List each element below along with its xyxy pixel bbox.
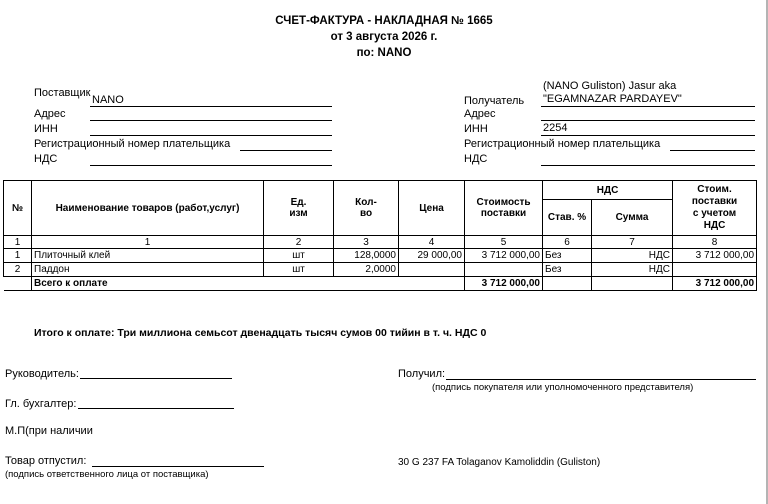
row-cost: 3 712 000,00	[465, 249, 543, 263]
stamp-label: М.П(при наличии	[5, 425, 93, 437]
supplier-inn-label: ИНН	[34, 123, 58, 135]
col-number: 6	[543, 236, 592, 249]
row-name: Плиточный клей	[32, 249, 264, 263]
row-total: 3 712 000,00	[673, 249, 757, 263]
director-label: Руководитель:	[5, 368, 79, 380]
table-row	[4, 249, 757, 263]
supplier-reg-label: Регистрационный номер плательщика	[34, 138, 231, 150]
receiver-inn-value: 2254	[543, 122, 568, 134]
col-name-header: Наименование товаров (работ,услуг)	[32, 181, 264, 236]
total-blank	[543, 277, 592, 291]
col-rate-header: Став. %	[543, 200, 592, 236]
invoice-date: от 3 августа 2026 г.	[330, 31, 438, 43]
row-num: 2	[4, 263, 32, 277]
row-cost	[465, 263, 543, 277]
receiver-address-line	[541, 120, 755, 121]
receiver-inn-line	[541, 135, 755, 136]
row-qty: 128,0000	[334, 249, 399, 263]
receiver-label: Получатель	[464, 95, 525, 107]
col-number: 7	[592, 236, 673, 249]
supplier-value: NANO	[92, 94, 124, 106]
invoice-basis: по: NANO	[356, 47, 412, 59]
row-name: Паддон	[32, 263, 264, 277]
invoice-title: СЧЕТ-ФАКТУРА - НАКЛАДНАЯ № 1665	[275, 15, 493, 27]
received-label: Получил:	[398, 368, 446, 380]
released-label: Товар отпустил:	[5, 455, 87, 467]
col-number: 2	[264, 236, 334, 249]
total-cost: 3 712 000,00	[465, 277, 543, 291]
received-note: (подпись покупателя или уполномоченного представителя)	[432, 382, 694, 393]
supplier-inn-line	[90, 135, 332, 136]
supplier-nds-label: НДС	[34, 153, 58, 165]
total-label: Всего к оплате	[32, 277, 465, 291]
row-price: 29 000,00	[399, 249, 465, 263]
col-unit-header: Ед. изм	[264, 181, 334, 236]
row-qty: 2,0000	[334, 263, 399, 277]
row-total	[673, 263, 757, 277]
table-header-row	[4, 181, 757, 200]
accountant-signature-line	[78, 408, 234, 409]
vehicle-driver: 30 G 237 FA Tolaganov Kamoliddin (Guliston)	[398, 457, 601, 468]
supplier-nds-line	[90, 165, 332, 166]
received-signature-line	[446, 379, 756, 380]
total-blank	[4, 277, 32, 291]
receiver-nds-label: НДС	[464, 153, 488, 165]
column-number-row	[4, 236, 757, 249]
supplier-underline	[90, 106, 332, 107]
col-number: 5	[465, 236, 543, 249]
col-nds-header: НДС	[543, 181, 673, 200]
col-number: 1	[32, 236, 264, 249]
total-blank	[592, 277, 673, 291]
row-unit: шт	[264, 249, 334, 263]
supplier-address-label: Адрес	[34, 108, 66, 120]
col-number: 4	[399, 236, 465, 249]
col-number: 1	[4, 236, 32, 249]
receiver-underline	[541, 106, 755, 107]
receiver-address-label: Адрес	[464, 108, 496, 120]
receiver-name-line1: (NANO Guliston) Jasur aka	[543, 80, 677, 92]
col-cost-header: Стоимость поставки	[465, 181, 543, 236]
accountant-label: Гл. бухгалтер:	[5, 398, 77, 410]
row-unit: шт	[264, 263, 334, 277]
row-sum: НДС	[592, 249, 673, 263]
col-number: 8	[673, 236, 757, 249]
receiver-name-line2: "EGAMNAZAR PARDAYEV"	[543, 93, 682, 105]
receiver-reg-label: Регистрационный номер плательщика	[464, 138, 661, 150]
goods-table	[3, 180, 757, 291]
row-num: 1	[4, 249, 32, 263]
supplier-reg-line	[240, 150, 332, 151]
col-total-header: Стоим. поставки с учетом НДС	[673, 181, 757, 236]
released-signature-line	[92, 466, 264, 467]
receiver-reg-line	[670, 150, 755, 151]
receiver-inn-label: ИНН	[464, 123, 488, 135]
supplier-label: Поставщик	[34, 87, 91, 99]
col-price-header: Цена	[399, 181, 465, 236]
table-row	[4, 263, 757, 277]
row-price	[399, 263, 465, 277]
row-rate: Без	[543, 249, 592, 263]
total-with-vat: 3 712 000,00	[673, 277, 757, 291]
col-qty-header: Кол- во	[334, 181, 399, 236]
col-sum-header: Сумма	[592, 200, 673, 236]
supplier-address-line	[90, 120, 332, 121]
row-sum: НДС	[592, 263, 673, 277]
row-rate: Без	[543, 263, 592, 277]
director-signature-line	[80, 378, 232, 379]
receiver-nds-line	[541, 165, 755, 166]
col-num-header: №	[4, 181, 32, 236]
released-note: (подпись ответственного лица от поставщика)	[5, 469, 209, 480]
col-number: 3	[334, 236, 399, 249]
amount-in-words: Итого к оплате: Три миллиона семьсот двенадцать тысяч сумов 00 тийин в т. ч. НДС 0	[34, 327, 487, 339]
table-total-row	[4, 277, 757, 291]
